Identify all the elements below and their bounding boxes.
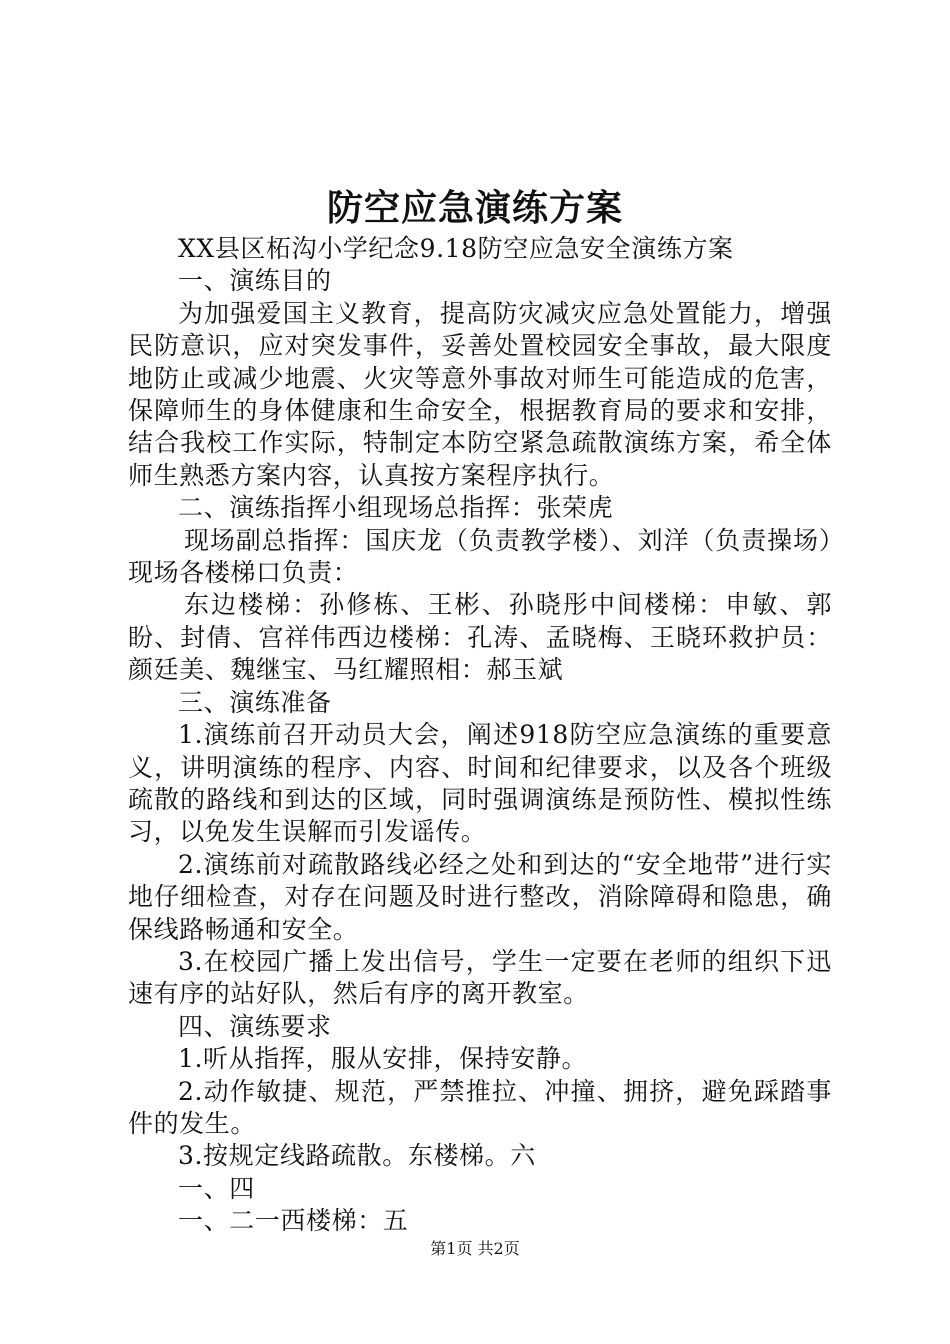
- stairway-assignment-paragraph: 东边楼梯：孙修栋、王彬、孙晓彤中间楼梯：申敏、郭盼、封倩、宫祥伟西边楼梯：孔涛、孟晓梅、王晓环救护员：颜廷美、魏继宝、马红耀照相：郝玉斌: [128, 590, 832, 685]
- section-heading-preparation: 三、演练准备: [178, 687, 332, 717]
- requirement-item-2: 2.动作敏捷、规范，严禁推拉、冲撞、拥挤，避免踩踏事件的发生。: [128, 1076, 832, 1138]
- section-heading-requirements: 四、演练要求: [178, 1011, 332, 1041]
- preparation-item-3: 3.在校园广播上发出信号，学生一定要在老师的组织下迅速有序的站好队，然后有序的离开教室。: [128, 946, 832, 1009]
- section-heading-purpose: 一、演练目的: [178, 266, 332, 296]
- requirement-item-3: 3.按规定线路疏散。东楼梯。六: [178, 1141, 536, 1171]
- preparation-item-1: 1.演练前召开动员大会，阐述918防空应急演练的重要意义，讲明演练的程序、内容、时间和纪律要求，以及各个班级疏散的路线和到达的区域，同时强调演练是预防性、模拟性练习，以免发生误解而引发谣传。: [128, 720, 832, 847]
- preparation-item-2: 2.演练前对疏散路线必经之处和到达的“安全地带”进行实地仔细检查，对存在问题及时进行整改，消除障碍和隐患，确保线路畅通和安全。: [128, 849, 832, 944]
- page-footer: 第1页 共2页: [430, 1239, 520, 1258]
- purpose-paragraph: 为加强爱国主义教育，提高防灾减灾应急处置能力，增强民防意识，应对突发事件，妥善处置校园安全事故，最大限度地防止或减少地震、火灾等意外事故对师生可能造成的危害，保障师生的身体健康和生命安全，根据教育局的要求和安排，结合我校工作实际，特制定本防空紧急疏散演练方案，希全体师生熟悉方案内容，认真按方案程序执行。: [128, 298, 832, 490]
- document-body: [128, 233, 832, 1238]
- deputy-command-paragraph: 现场副总指挥：国庆龙（负责教学楼）、刘洋（负责操场）现场各楼梯口负责：: [128, 525, 832, 588]
- document-title: 防空应急演练方案: [326, 187, 623, 229]
- route-line-2: 一、二一西楼梯：五: [178, 1206, 409, 1236]
- section-heading-command: 二、演练指挥小组现场总指挥：张荣虎: [178, 493, 614, 523]
- requirement-item-1: 1.听从指挥，服从安排，保持安静。: [178, 1044, 588, 1074]
- subtitle-paragraph: XX县区柘沟小学纪念9.18防空应急安全演练方案: [178, 234, 734, 263]
- route-line-1: 一、四: [178, 1173, 255, 1203]
